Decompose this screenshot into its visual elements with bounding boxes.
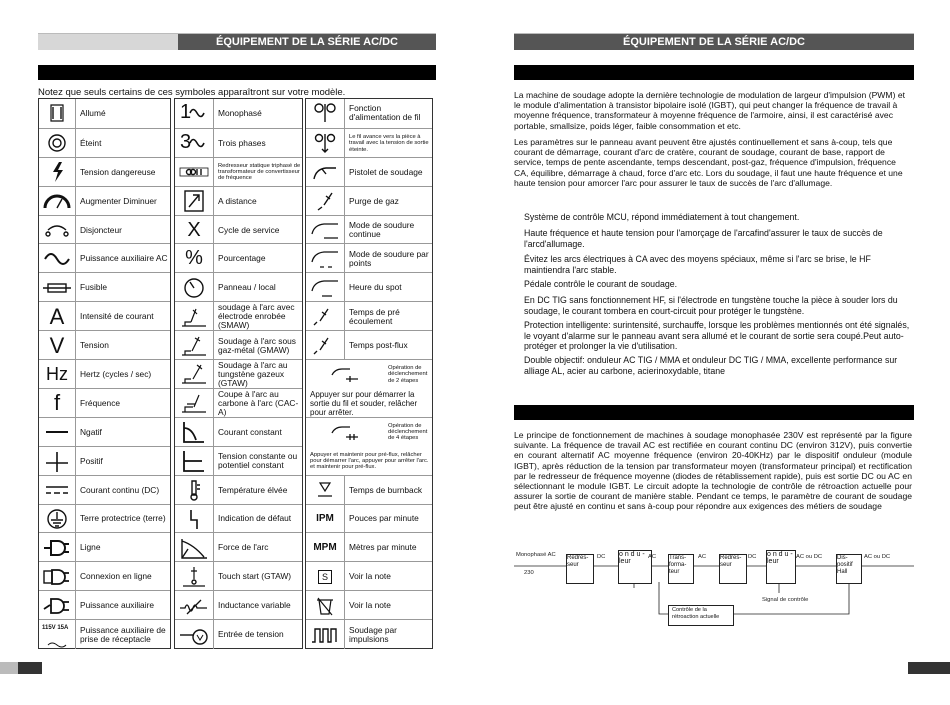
symbol-row (306, 561, 432, 591)
symbols-intro: Notez que seuls certains de ces symboles apparaîtront sur votre modèle. (38, 87, 346, 98)
ipm-icon: IPM (306, 505, 345, 534)
feature-bullet: Pédale contrôle le courant de soudage. (524, 279, 678, 289)
principle-paragraph: Le principe de fonctionnement de machines à soudage monophasée 230V est représenté par la figure suivante. La fréquence de travail AC est rectifiée en courant continu DC (environ 312V), puis convertie en courant alternatif AC moyenne fréquence (environ 20-40KHz) par le dispositif onduleur (module IGBT), après réduction de la tension par transformateur moyen (transformateur principal) et rectification par le redresseur de fréquence moyenne (diodes de rétablissement rapide), puis est sortie DC ou AC en sélectionnant le module IGBT. Le circuit adopte la technologie de contrôle de rétroaction actuelle pour assurer la sortie de courant de manière stable. Pendant ce temps, le paramètre de courant de soudage peut être ajusté en continu et sans à-coup pour répondre aux exigences des métiers de soudage (514, 430, 912, 512)
right-header-bar (514, 33, 914, 50)
plug-line-icon (39, 562, 76, 591)
symbol-row (175, 301, 302, 331)
ac-wave-icon (39, 244, 76, 273)
burnback-icon (306, 476, 345, 505)
symbol-label: Opération de déclenchement de 2 étapes (388, 364, 428, 384)
symbol-label: Trois phases (218, 137, 266, 148)
symbol-label: Soudage à l'arc au tungstène gazeux (GTAW) (218, 359, 288, 388)
intro-paragraph: La machine de soudage adopte la dernière technologie de modulation de largeur d'impulsion (PWM) et le module d'alimentation à transistor bipolaire isolé (IGBT), qui peut changer la fréquence de travail à moyenne fréquence, transformateur à moyenne fréquence de l'armoire, ainsi, il est caractérisé avec portable, smallsize, poids léger, faible consommation et etc. (514, 90, 905, 131)
duty-cycle-icon: X (175, 216, 214, 245)
gmaw-icon (175, 331, 214, 360)
symbol-label: Fusible (80, 282, 107, 293)
symbol-label: Éteint (80, 137, 102, 148)
symbol-label: Puissance auxiliaire de prise de réceptacle (80, 624, 166, 644)
symbol-label: Puissance auxiliaire (80, 600, 155, 611)
symbol-row (39, 446, 170, 476)
symbol-row (306, 475, 432, 505)
symbol-row (306, 215, 432, 245)
trigger-note: Appuyer sur pour démarrer la sortie du fil et souder, relâcher pour arrêter. (310, 389, 418, 417)
symbol-label: Indication de défaut (218, 513, 292, 524)
symbol-label: Courant constant (218, 426, 282, 437)
spot-time-icon (306, 273, 345, 302)
symbol-label: Tension dangereuse (80, 166, 156, 177)
lightning-icon (39, 158, 76, 187)
diagram-input-voltage: 230 (524, 570, 534, 576)
cac-a-icon (175, 389, 214, 418)
continuous-mode-icon (306, 216, 345, 245)
symbol-label: Le fil avance vers la pièce à travail avec la tension de sortie éteinte. (349, 133, 429, 153)
off-circle-icon (39, 129, 76, 158)
symbol-label: Entrée de tension (218, 629, 284, 640)
symbol-row (306, 619, 432, 649)
feature-bullet: Haute fréquence et haute tension pour l'amorçage de l'arcafind'assurer le taux de succès de l'arcd'allumage. (524, 228, 883, 249)
symbol-table-3 (305, 98, 433, 649)
plug-icon (39, 533, 76, 562)
diagram-block-inverter-1: o n d u - leur (618, 550, 652, 584)
symbol-label: Temps de pré écoulement (349, 306, 400, 326)
symbol-table-1 (38, 98, 171, 649)
symbol-label: Force de l'arc (218, 542, 269, 553)
recycle-bin-icon (306, 591, 345, 620)
symbol-label: Positif (80, 455, 103, 466)
symbol-label: Puissance auxiliaire AC (80, 253, 168, 264)
constant-voltage-icon (175, 447, 214, 476)
letter-f-icon: f (39, 389, 76, 418)
ground-icon (39, 505, 76, 534)
symbol-row (306, 301, 432, 331)
diagram-block-hall: Dis-positif Hall (836, 554, 862, 584)
variable-inductance-icon (175, 591, 214, 620)
symbol-row (39, 243, 170, 273)
symbol-row (39, 359, 170, 389)
symbol-row (306, 590, 432, 620)
diagram-link-dc-2: DC (748, 554, 757, 560)
right-header-title: ÉQUIPEMENT DE LA SÉRIE AC/DC (514, 34, 914, 50)
feature-bullet: Système de contrôle MCU, répond immédiatement à tout changement. (524, 212, 800, 222)
symbol-label: soudage à l'arc avec électrode enrobée (SMAW) (218, 302, 295, 331)
symbol-row (175, 590, 302, 620)
diagram-block-rectifier-1: Redres-seur (566, 554, 594, 584)
symbol-label: Tension (80, 340, 109, 351)
diagram-link-ac-1: AC (648, 554, 657, 560)
symbol-label: Pistolet de soudage (349, 166, 423, 177)
smaw-icon (175, 302, 214, 331)
diagram-link-acdc-1: AC ou DC (796, 554, 823, 560)
diagram-signal-label: Signal de contrôle (762, 597, 809, 603)
symbol-row (306, 128, 432, 158)
mpm-icon: MPM (306, 533, 345, 562)
three-phase-icon: 3 (175, 129, 214, 158)
symbol-row (39, 128, 170, 158)
symbol-row (39, 417, 170, 447)
percent-icon: % (175, 244, 214, 273)
thermometer-icon (175, 476, 214, 505)
symbol-label: Voir la note (349, 600, 391, 611)
symbol-row (306, 243, 432, 273)
symbol-row (175, 446, 302, 476)
right-section-bar-2 (514, 405, 914, 420)
constant-current-icon (175, 418, 214, 447)
symbol-label: Mode de soudure continue (349, 220, 415, 240)
gauge-icon (39, 187, 76, 216)
symbol-row (175, 330, 302, 360)
symbol-row (175, 128, 302, 158)
symbol-label: Temps post-flux (349, 340, 408, 351)
diagram-block-inverter-2: o n d u - leur (766, 550, 796, 584)
feature-bullet: Protection intelligente: surintensité, surchauffe, lorsque les problèmes mentionnés ont été signalés, le voyant d'alarme sur le panneau avant sera allumé et le courant de sortie sera coupé.Peut auto-protéger et prolonger la vie d'utilisation. (524, 320, 910, 352)
diagram-block-rectifier-2: Redres-seur (719, 554, 747, 584)
symbol-label: Touch start (GTAW) (218, 571, 292, 582)
symbol-label: Hertz (cycles / sec) (80, 368, 152, 379)
symbol-label: Température élvée (218, 484, 288, 495)
4t-icon (306, 418, 384, 447)
symbol-row (39, 561, 170, 591)
symbol-label: Inductance variable (218, 600, 291, 611)
symbol-row (175, 186, 302, 216)
symbol-label: Courant continu (DC) (80, 484, 160, 495)
symbol-label: Mètres par minute (349, 542, 417, 553)
symbol-label: Voir la note (349, 571, 391, 582)
right-page-tab (908, 662, 950, 674)
symbol-label: Terre protectrice (terre) (80, 513, 166, 524)
symbol-row (175, 272, 302, 302)
breaker-icon (39, 216, 76, 245)
symbol-label: Coupe à l'arc au carbone à l'arc (CAC-A) (218, 388, 299, 417)
symbol-row (306, 186, 432, 216)
symbol-label: Purge de gaz (349, 195, 399, 206)
right-section-bar (514, 65, 914, 80)
symbol-row (175, 504, 302, 534)
symbol-row (306, 504, 432, 534)
symbol-label: Connexion en ligne (80, 571, 152, 582)
symbol-row (39, 157, 170, 187)
spot-mode-icon (306, 244, 345, 273)
minus-icon (39, 418, 76, 447)
symbol-row (39, 532, 170, 562)
pulse-icon (306, 620, 345, 649)
feature-bullet: En DC TIG sans fonctionnement HF, si l'électrode en tungstène touche la pièce à souder lors du soudage, le courant tombera en court-circuit pour protéger le tungstène. (524, 295, 898, 316)
symbol-row (39, 186, 170, 216)
symbol-label: Cycle de service (218, 224, 280, 235)
symbol-row (175, 475, 302, 505)
symbol-row (306, 330, 432, 360)
torch-icon (306, 158, 345, 187)
parameters-paragraph: Les paramètres sur le panneau avant peuvent être ajustés continuellement et sans à-coup, tels que courant de démarrage, courant d'arc de cratère, courant de soudage, courant de base, rapport de service, temps de pente ascendante, temps descendant, post-gaz, fréquence d'impulsion, fréquence CA, équilibre, démarrage à chaud, force d'arc etc. Lors du soudage, il faut une haute fréquence et une haute tension pour amorcer l'arc pour assurer le taux de succès de l'arc d'allumage. (514, 137, 903, 188)
symbol-label: Pourcentage (218, 253, 266, 264)
diagram-link-ac-2: AC (698, 554, 707, 560)
hz-icon: Hz (39, 360, 76, 389)
symbol-label: Redresseur statique triphasé de transformateur de convertisseur de fréquence (218, 162, 301, 182)
symbol-row (175, 359, 302, 389)
symbol-row (306, 272, 432, 302)
symbol-label: Opération de déclenchement de 4 étapes (388, 422, 428, 442)
symbol-row (39, 272, 170, 302)
symbol-row (39, 590, 170, 620)
symbol-row (306, 359, 432, 418)
symbol-row (175, 99, 302, 128)
left-header-title: ÉQUIPEMENT DE LA SÉRIE AC/DC (178, 34, 436, 50)
plus-icon (39, 447, 76, 476)
postflow-icon (306, 331, 345, 360)
input-voltage-icon (175, 620, 214, 649)
touch-start-icon (175, 562, 214, 591)
symbol-label: Heure du spot (349, 282, 402, 293)
panel-local-icon (175, 273, 214, 302)
left-page-tab-edge (0, 662, 18, 674)
feature-bullet: Double objectif: onduleur AC TIG / MMA et onduleur DC TIG / MMA, excellente performance sur alliage AL, acier au carbone, acierinoxydable, titane (524, 355, 898, 376)
symbol-table-2 (174, 98, 303, 649)
letter-v-icon: V (39, 331, 76, 360)
diagram-link-dc-1: DC (597, 554, 606, 560)
symbol-label: Intensité de courant (80, 311, 154, 322)
symbol-row (175, 619, 302, 649)
symbol-row (39, 99, 170, 128)
symbol-label: Soudage par impulsions (349, 624, 397, 644)
outlet-rating-icon: 115V 15A (39, 620, 76, 649)
symbol-label: Panneau / local (218, 282, 276, 293)
symbol-row (175, 532, 302, 562)
diagram-block-transformer: Trans-forma-teur (668, 554, 694, 584)
gas-purge-icon (306, 187, 345, 216)
symbol-row (39, 388, 170, 418)
symbol-row (39, 301, 170, 331)
symbol-row (39, 215, 170, 245)
left-header-bar (38, 33, 436, 50)
symbol-row (175, 243, 302, 273)
symbol-label: Allumé (80, 107, 106, 118)
symbol-label: Soudage à l'arc sous gaz-métal (GMAW) (218, 335, 296, 355)
aux-plug-icon (39, 591, 76, 620)
read-note-icon: S (306, 562, 345, 591)
symbol-label: Mode de soudure par points (349, 248, 429, 268)
symbol-row (306, 99, 432, 128)
lamp-icon (39, 99, 76, 128)
symbol-label: Augmenter Diminuer (80, 195, 157, 206)
dc-icon (39, 476, 76, 505)
symbol-label: A distance (218, 195, 257, 206)
symbol-row (175, 417, 302, 447)
arc-force-icon (175, 533, 214, 562)
trigger-note: Appuyer et maintenir pour pré-flux, relâcher pour démarrer l'arc, appuyer pour arrêter l'arc. et maintenir pour pré-flux. (310, 451, 429, 471)
symbol-label: Fréquence (80, 397, 121, 408)
fuse-icon (39, 273, 76, 302)
symbol-row (39, 619, 170, 649)
symbol-label: Disjoncteur (80, 224, 122, 235)
symbol-row (175, 215, 302, 245)
symbol-row (175, 388, 302, 418)
2t-icon (306, 360, 384, 389)
symbol-label: Monophasé (218, 107, 262, 118)
preflow-icon (306, 302, 345, 331)
diagram-link-acdc-2: AC ou DC (864, 554, 891, 560)
left-section-bar (38, 65, 436, 80)
diagram-input-label: Monophasé AC (516, 552, 556, 558)
symbol-label: Temps de burnback (349, 484, 423, 495)
symbol-row (306, 532, 432, 562)
symbol-row (306, 417, 432, 476)
feature-bullet: Évitez les arcs électriques à CA avec des moyens spéciaux, même si l'arc se brise, le HF maintiendra l'arc stable. (524, 254, 871, 275)
fault-icon (175, 505, 214, 534)
symbol-label: Pouces par minute (349, 513, 419, 524)
symbol-label: Fonction d'alimentation de fil (349, 103, 421, 123)
symbol-label: Tension constante ou potentiel constant (218, 451, 298, 471)
transformer-rectifier-icon (175, 158, 214, 187)
symbol-row (39, 475, 170, 505)
remote-icon (175, 187, 214, 216)
diagram-feedback-block: Contrôle de la rétroaction actuelle (668, 605, 734, 626)
symbol-label: Ligne (80, 542, 101, 553)
single-phase-icon: 1 (175, 99, 214, 128)
symbol-row (39, 504, 170, 534)
wire-feed-icon (306, 99, 345, 128)
wire-inch-icon (306, 129, 345, 158)
symbol-row (175, 561, 302, 591)
symbol-row (175, 157, 302, 187)
symbol-label: Ngatif (80, 426, 102, 437)
symbol-row (39, 330, 170, 360)
letter-a-icon: A (39, 302, 76, 331)
symbol-row (306, 157, 432, 187)
gtaw-icon (175, 360, 214, 389)
